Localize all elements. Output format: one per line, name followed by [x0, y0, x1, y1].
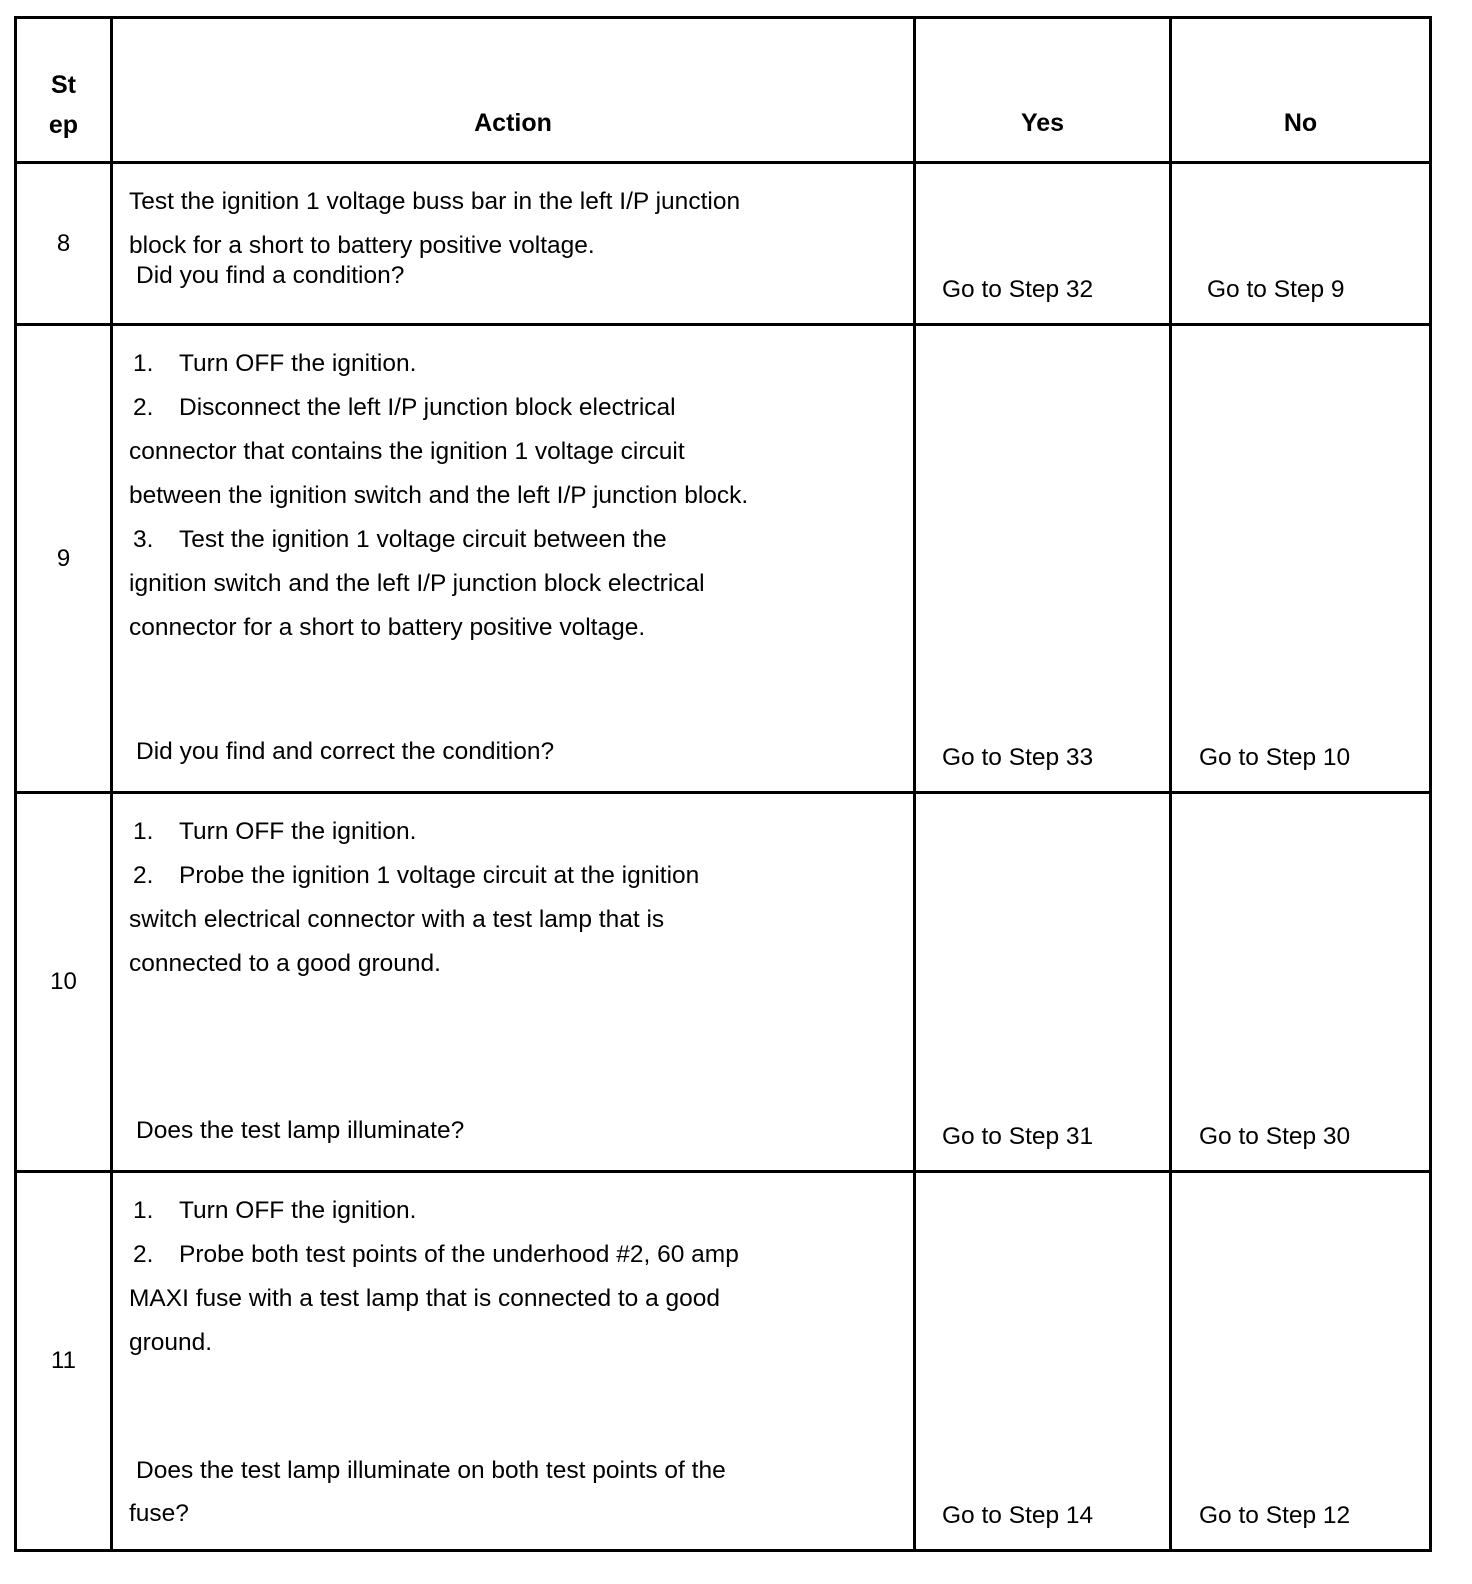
yes-cell: [915, 325, 1171, 793]
action-cell: [112, 325, 915, 793]
action-line: connector that contains the ignition 1 voltage circuit: [129, 438, 685, 465]
action-line: MAXI fuse with a test lamp that is connected to a good: [129, 1285, 721, 1312]
table-row: [16, 163, 1431, 325]
header-action: [112, 18, 915, 163]
list-number: 3.: [133, 526, 154, 553]
action-line: 2. Disconnect the left I/P junction block electrical: [129, 386, 899, 430]
question-text: Does the test lamp illuminate?: [136, 1117, 465, 1144]
no-goto: Go to Step 30: [1199, 1123, 1351, 1150]
action-line: between the ignition switch and the left I/P junction block.: [129, 482, 749, 509]
list-number: 1.: [133, 1197, 154, 1224]
yes-cell: [915, 793, 1171, 1172]
step-number: 8: [16, 163, 112, 325]
list-number: 2.: [133, 1241, 154, 1268]
header-step: [16, 18, 112, 163]
action-cell: [112, 163, 915, 325]
question-text: Did you find a condition?: [136, 262, 405, 289]
step-number: 10: [16, 793, 112, 1172]
yes-goto: Go to Step 14: [942, 1502, 1094, 1529]
list-number: 2.: [133, 862, 154, 889]
header-step-line1: St: [51, 71, 76, 99]
action-line: block for a short to battery positive voltage.: [129, 232, 595, 259]
yes-goto: Go to Step 33: [942, 744, 1094, 771]
action-line: ground.: [129, 1329, 213, 1356]
no-goto: Go to Step 10: [1199, 744, 1351, 771]
yes-cell: [915, 1172, 1171, 1551]
list-number: 1.: [133, 350, 154, 377]
action-cell: [112, 793, 915, 1172]
header-yes-label: Yes: [1020, 109, 1065, 137]
action-line: 1. Turn OFF the ignition.: [129, 810, 899, 854]
action-line: 1. Turn OFF the ignition.: [129, 342, 899, 386]
table-row: [16, 1172, 1431, 1551]
no-goto: Go to Step 12: [1199, 1502, 1351, 1529]
table-row: [16, 325, 1431, 793]
action-line: switch electrical connector with a test lamp that is: [129, 906, 665, 933]
header-no: [1171, 18, 1431, 163]
diagnostic-table: [14, 16, 1432, 1552]
step-number: 9: [16, 325, 112, 793]
no-goto: Go to Step 9: [1207, 276, 1345, 303]
header-step-line2: ep: [48, 111, 79, 139]
action-line: connector for a short to battery positive voltage.: [129, 614, 646, 641]
action-line: 2. Probe the ignition 1 voltage circuit at the ignition: [129, 854, 899, 898]
table-row: [16, 793, 1431, 1172]
action-cell: [112, 1172, 915, 1551]
no-cell: [1171, 163, 1431, 325]
action-line: 2. Probe both test points of the underhood #2, 60 amp: [129, 1233, 899, 1277]
action-line: 1. Turn OFF the ignition.: [129, 1189, 899, 1233]
yes-cell: [915, 163, 1171, 325]
header-action-label: Action: [474, 109, 552, 137]
no-cell: [1171, 1172, 1431, 1551]
header-row: [16, 18, 1431, 163]
list-number: 1.: [133, 818, 154, 845]
action-line: connected to a good ground.: [129, 950, 441, 977]
list-number: 2.: [133, 394, 154, 421]
step-number: 11: [16, 1172, 112, 1551]
action-line: 3. Test the ignition 1 voltage circuit between the: [129, 518, 899, 562]
action-line: ignition switch and the left I/P junction block electrical: [129, 570, 705, 597]
yes-goto: Go to Step 32: [942, 276, 1094, 303]
header-yes: [915, 18, 1171, 163]
question-text: fuse?: [129, 1500, 189, 1527]
question-text: Did you find and correct the condition?: [136, 738, 555, 765]
no-cell: [1171, 793, 1431, 1172]
yes-goto: Go to Step 31: [942, 1123, 1094, 1150]
question-text: Does the test lamp illuminate on both test points of the: [136, 1457, 726, 1484]
no-cell: [1171, 325, 1431, 793]
header-no-label: No: [1283, 109, 1318, 137]
action-line: Test the ignition 1 voltage buss bar in the left I/P junction: [129, 188, 741, 215]
